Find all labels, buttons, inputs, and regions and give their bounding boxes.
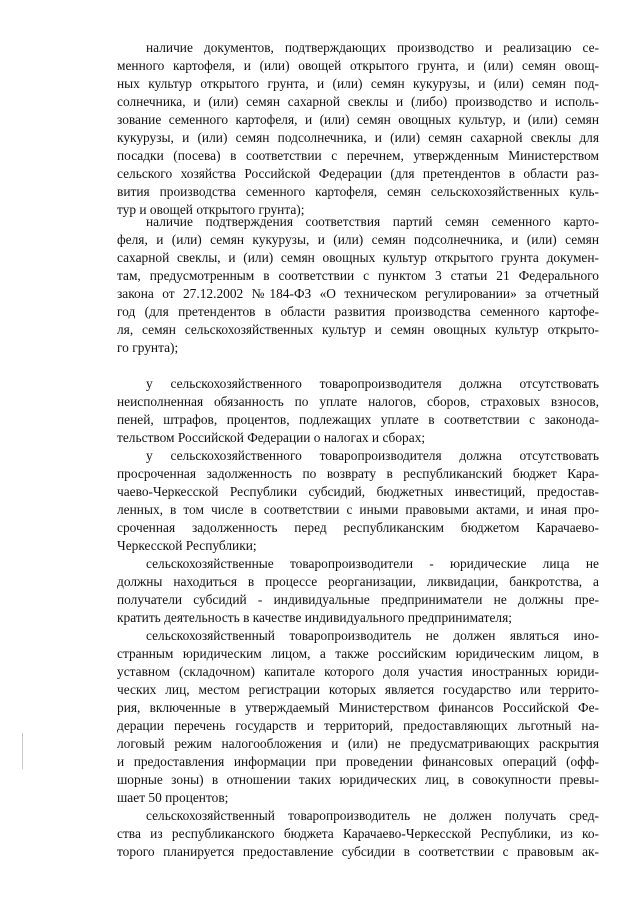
text-line: торого планируется предоставление субсидии в соответствии с правовым ак-: [117, 844, 599, 859]
text-line: кратить деятельность в качестве индивидуального предпринимателя;: [117, 610, 512, 625]
text-line: вития производства семенного картофеля, семян сельскохозяйственных куль-: [117, 184, 599, 199]
text-line: странным юридическим лицом, а также российским юридическим лицом, в: [117, 646, 599, 661]
text-line: шорные зоны) в отношении таких юридических лиц, в совокупности превы-: [117, 772, 599, 787]
text-line: должны находиться в процессе реорганизации, ликвидации, банкротства, а: [117, 574, 599, 589]
text-line: просроченная задолженность по возврату в республиканский бюджет Кара-: [117, 466, 599, 481]
text-line: солнечника, и (или) семян сахарной свеклы и (либо) производство и исполь-: [117, 94, 599, 109]
text-line: кукурузы, и (или) семян подсолнечника, и (или) семян сахарной свеклы для: [117, 130, 599, 145]
text-line: наличие документов, подтверждающих производство и реализацию се-: [146, 40, 599, 55]
text-line: пеней, штрафов, процентов, подлежащих уплате в соответствии с законода-: [117, 412, 599, 427]
text-line: закона от 27.12.2002 №184-ФЗ «О техническом регулировании» за отчетный: [117, 286, 599, 301]
text-line: у сельскохозяйственного товаропроизводителя должна отсутствовать: [146, 448, 599, 463]
text-line: сельскохозяйственные товаропроизводители - юридические лица не: [146, 556, 599, 571]
text-line: зование семенного картофеля, и (или) семян овощных культур, и (или) семян: [117, 112, 599, 127]
text-line: чаево-Черкесской Республики субсидий, бюджетных инвестиций, предостав-: [117, 484, 599, 499]
text-line: неисполненная обязанность по уплате налогов, сборов, страховых взносов,: [117, 394, 599, 409]
text-line: менного картофеля, и (или) овощей открытого грунта, и (или) семян овощ-: [117, 58, 599, 73]
text-line: ных культур открытого грунта, и (или) семян кукурузы, и (или) семян под-: [117, 76, 599, 91]
text-line: сахарной свеклы, и (или) семян овощных культур открытого грунта докумен-: [117, 250, 599, 265]
text-line: тельством Российской Федерации о налогах и сборах;: [117, 430, 426, 445]
text-line: логовый режим налогообложения и (или) не предусматривающих раскрытия: [117, 736, 599, 751]
text-line: ческих лиц, местом регистрации которых является государство или террито-: [117, 682, 599, 697]
text-line: дерации перечень государств и территорий, предоставляющих льготный на-: [117, 718, 599, 733]
text-line: сроченная задолженность перед республиканским бюджетом Карачаево-: [117, 520, 599, 535]
text-line: у сельскохозяйственного товаропроизводителя должна отсутствовать: [146, 376, 599, 391]
scan-margin-mark: [22, 733, 23, 769]
text-line: сельскохозяйственный товаропроизводитель не должен получать сред-: [146, 808, 599, 823]
text-line: год (для претендентов в области развития производства семенного картофе-: [117, 304, 599, 319]
text-line: рия, включенные в утверждаемый Министерством финансов Российской Фе-: [117, 700, 599, 715]
text-line: ленных, в том числе в соответствии с иными правовыми актами, и иная про-: [117, 502, 599, 517]
text-line: наличие подтверждения соответствия партий семян семенного карто-: [146, 214, 599, 229]
text-line: и предоставления информации при проведении финансовых операций (офф-: [117, 754, 599, 769]
text-line: феля, и (или) семян кукурузы, и (или) семян подсолнечника, и (или) семян: [117, 232, 599, 247]
text-line: шает 50 процентов;: [117, 790, 229, 805]
text-line: получатели субсидий - индивидуальные предприниматели не должны пре-: [117, 592, 599, 607]
text-line: сельскохозяйственный товаропроизводитель не должен являться ино-: [146, 628, 599, 643]
text-line: там, предусмотренным в соответствии с пунктом 3 статьи 21 Федерального: [117, 268, 599, 283]
text-line: тур и овощей открытого грунта);: [117, 202, 305, 217]
text-line: Черкесской Республики;: [117, 538, 257, 553]
text-line: го грунта);: [117, 340, 179, 355]
text-line: ства из республиканского бюджета Карачаево-Черкесской Республики, из ко-: [117, 826, 599, 841]
text-line: сельского хозяйства Российской Федерации (для претендентов в области раз-: [117, 166, 599, 181]
text-line: уставном (складочном) капитале которого доля участия иностранных юриди-: [117, 664, 599, 679]
text-line: посадки (посева) в соответствии с перечнем, утвержденным Министерством: [117, 148, 599, 163]
text-line: ля, семян сельскохозяйственных культур и семян овощных культур открыто-: [117, 322, 599, 337]
